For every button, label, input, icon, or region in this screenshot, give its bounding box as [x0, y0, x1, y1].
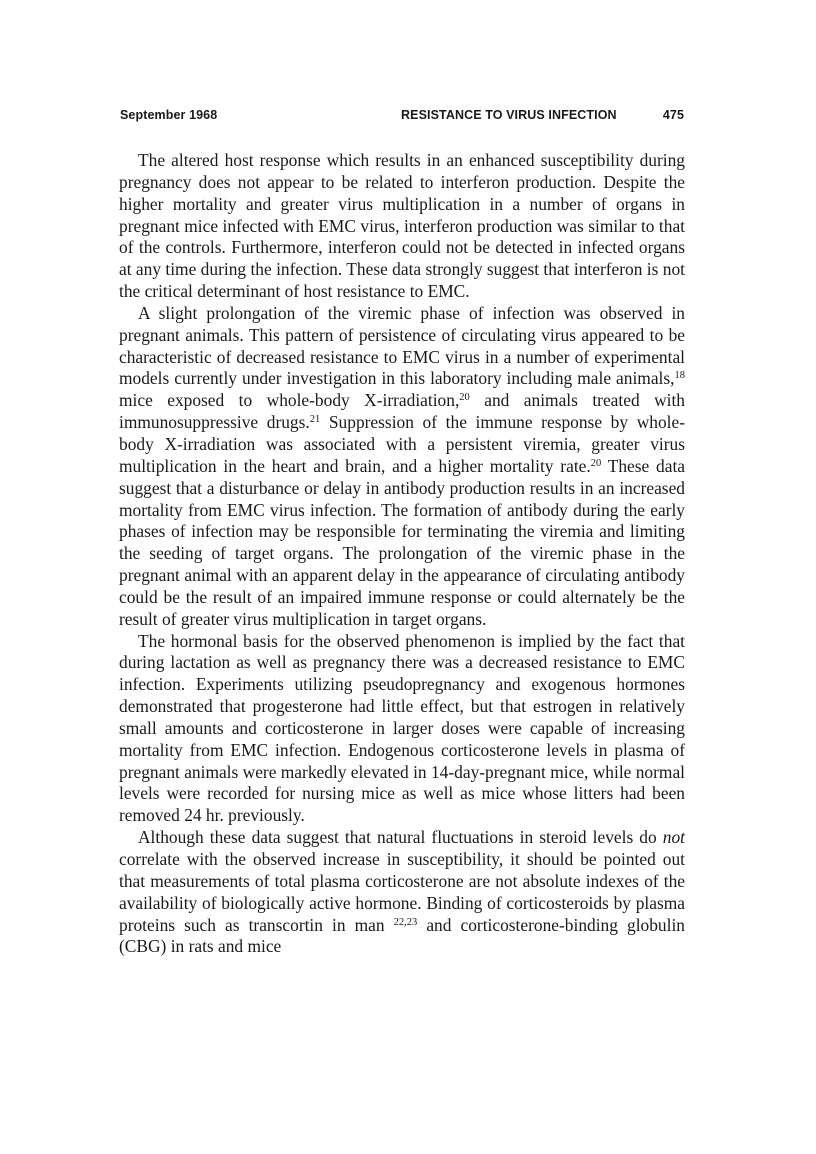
reference-superscript: 20	[590, 457, 602, 469]
header-page-number: 475	[662, 108, 684, 122]
reference-superscript: 21	[309, 414, 321, 426]
article-body	[119, 150, 685, 958]
text-run: and animals treated with immunosuppressive drugs.	[119, 390, 685, 433]
text-run: Suppression of the immune response by whole-body X-irradiation was associated with a persistent viremia, greater virus multiplication in the heart and brain, and a higher mortality rate.	[119, 412, 685, 476]
paragraph-hormonal-basis: The hormonal basis for the observed phenomenon is implied by the fact that during lactation as well as pregnancy there was a decreased resistance to EMC infection. Experiments utilizing pseudopregnancy and exogenous hormones demonstrated that progesterone had little effect, but that estrogen in relatively small amounts and corticosterone in larger doses were capable of increasing mortality from EMC infection. Endogenous corticosterone levels in plasma of pregnant animals were markedly elevated in 14-day-pregnant mice, while normal levels were recorded for nursing mice as well as mice whose litters had been removed 24 hr. previously.	[119, 630, 685, 826]
reference-superscript: 18	[674, 370, 685, 382]
text-run: and corticosterone-binding globulin (CBG) in rats and mice	[119, 914, 685, 957]
paragraph-interferon: The altered host response which results in an enhanced susceptibility during pregnancy does not appear to be related to interferon production. Despite the higher mortality and greater virus multiplication in a number of organs in pregnant mice infected with EMC virus, interferon production was similar to that of the controls. Furthermore, interferon could not be detected in infected organs at any time during the infection. These data strongly suggest that interferon is not the critical determinant of host resistance to EMC.	[119, 150, 685, 302]
text-run: A slight prolongation of the viremic phase of infection was observed in pregnant animals. This pattern of persistence of circulating virus appeared to be characteristic of decreased resistance to EMC virus in a number of experimental models currently under investigation in this laboratory including male animals,	[119, 302, 685, 389]
paragraph-viremic-phase	[119, 303, 685, 631]
emphasis-text: not	[662, 827, 685, 848]
text-run: correlate with the observed increase in susceptibility, it should be pointed out that measurements of total plasma corticosterone are not absolute indexes of the availability of biologically active hormone. Binding of corticosteroids by plasma proteins such as transcortin in man	[119, 849, 685, 935]
reference-superscript: 22,23	[393, 916, 418, 928]
header-date: September 1968	[120, 108, 218, 122]
text-run: These data suggest that a disturbance or delay in antibody production results in an increased mortality from EMC virus infection. The formation of antibody during the early phases of infection may be responsible for terminating the viremia and limiting the seeding of target organs. The prolongation of the viremic phase in the pregnant animal with an apparent delay in the appearance of circulating antibody could be the result of an impaired immune response or could alternately be the result of greater virus multiplication in target organs.	[119, 455, 685, 629]
paragraph-steroid-levels	[119, 827, 685, 958]
reference-superscript: 20	[459, 392, 470, 404]
text-run: mice exposed to whole-body X-irradiation,	[119, 390, 460, 411]
text-run: Although these data suggest that natural fluctuations in steroid levels do	[138, 827, 663, 848]
running-header	[120, 108, 686, 130]
header-running-title: RESISTANCE TO VIRUS INFECTION	[401, 108, 617, 122]
